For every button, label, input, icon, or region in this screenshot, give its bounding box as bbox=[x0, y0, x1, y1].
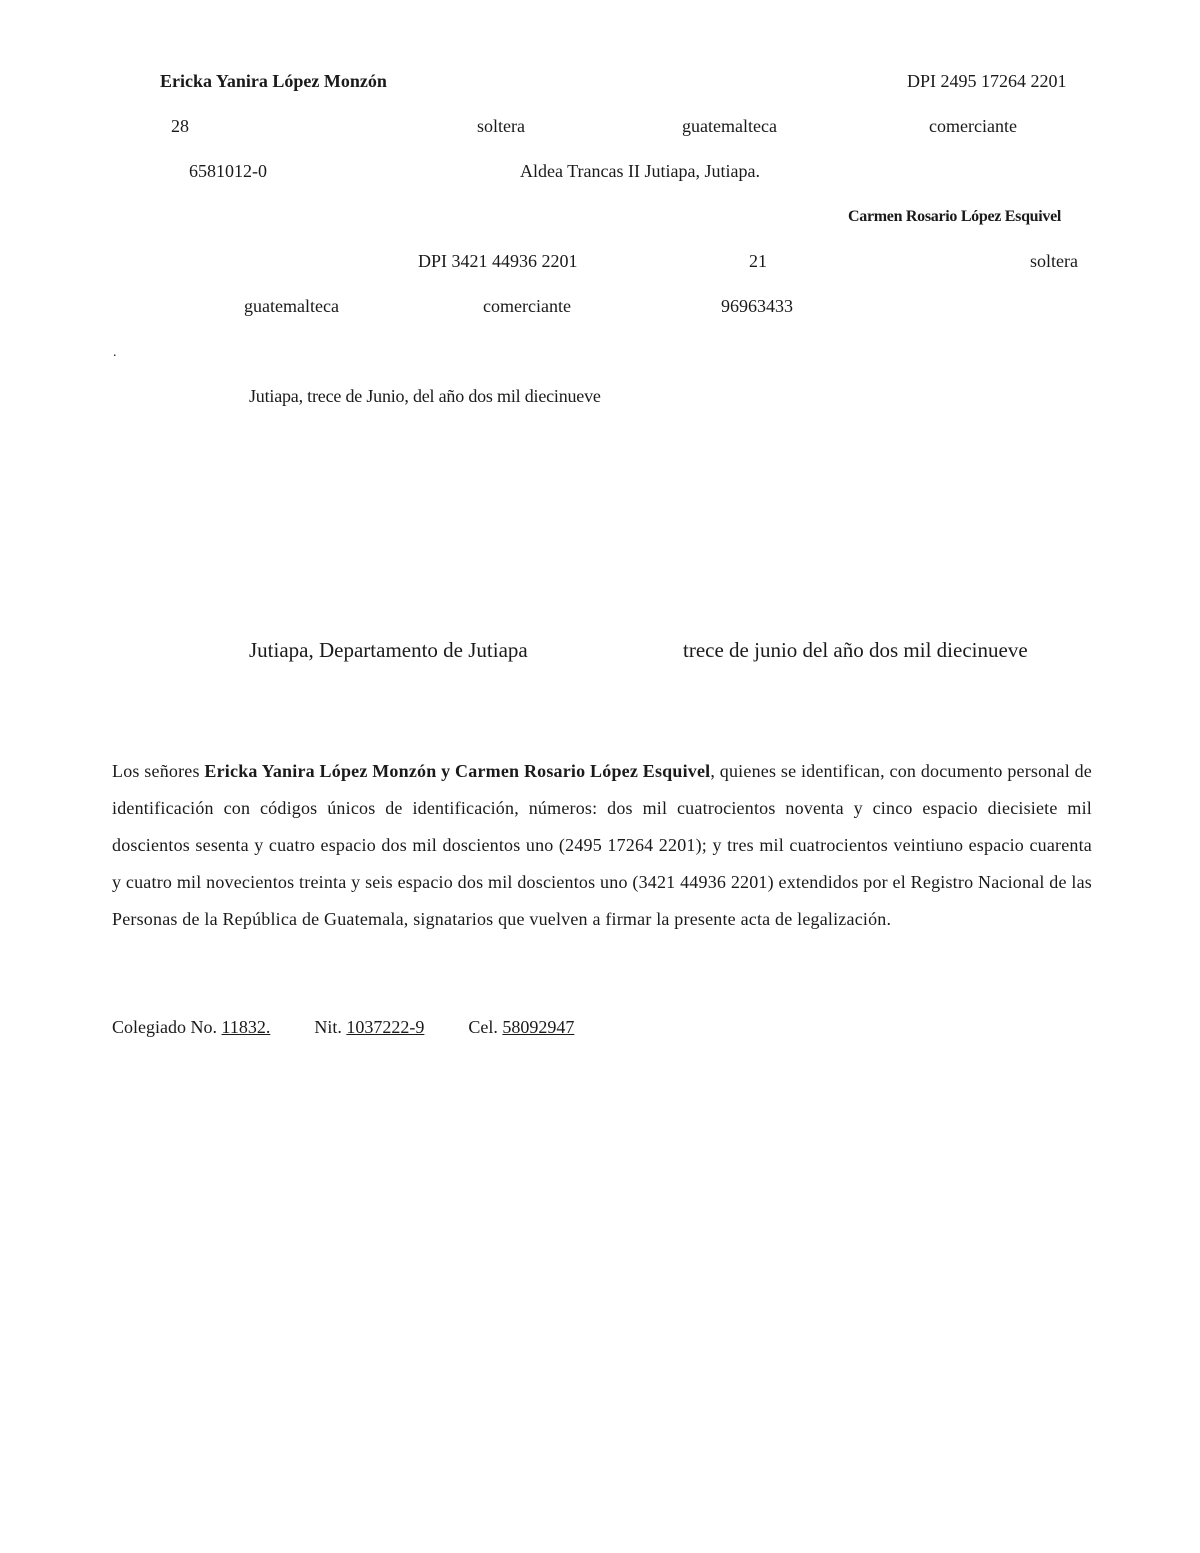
person2-nationality: guatemalteca bbox=[244, 296, 339, 316]
person2-phone: 96963433 bbox=[721, 296, 793, 316]
date-line: Jutiapa, trece de Junio, del año dos mil diecinueve bbox=[249, 386, 601, 406]
paragraph-intro: Los señores bbox=[112, 761, 205, 781]
header-date: trece de junio del año dos mil diecinueve bbox=[683, 638, 1028, 662]
legalization-paragraph bbox=[112, 753, 1092, 938]
notary-footer bbox=[112, 1015, 574, 1039]
person2-civil-status: soltera bbox=[1030, 251, 1078, 271]
paragraph-body: , quienes se identifican, con documento personal de identificación con códigos únicos de identificación, números: dos mil cuatrocientos noventa y cinco espacio diecisiete mil doscientos sesenta y cuatro espacio dos mil doscientos uno (2495 17264 2201); y tres mil cuatrocientos veintiuno espacio cuarenta y cuatro mil novecientos treinta y seis espacio dos mil doscientos uno (3421 44936 2201) extendidos por el Registro Nacional de las Personas de la República de Guatemala, signatarios que vuelven a firmar la presente acta de legalización. bbox=[112, 761, 1092, 929]
person2-name: Carmen Rosario López Esquivel bbox=[848, 208, 1062, 225]
paragraph-names: Ericka Yanira López Monzón y Carmen Rosario López Esquivel bbox=[204, 761, 711, 781]
person1-name: Ericka Yanira López Monzón bbox=[160, 71, 387, 91]
person1-occupation: comerciante bbox=[929, 116, 1017, 136]
person1-address: Aldea Trancas II Jutiapa, Jutiapa. bbox=[520, 161, 760, 181]
nit-label: Nit. bbox=[314, 1017, 347, 1037]
person1-dpi: DPI 2495 17264 2201 bbox=[907, 71, 1067, 91]
header-place: Jutiapa, Departamento de Jutiapa bbox=[249, 638, 528, 662]
person1-civil-status: soltera bbox=[477, 116, 525, 136]
person1-age: 28 bbox=[171, 116, 189, 136]
cel-value: 58092947 bbox=[502, 1017, 575, 1037]
person2-dpi: DPI 3421 44936 2201 bbox=[418, 251, 578, 271]
colegiado-label: Colegiado No. bbox=[112, 1017, 222, 1037]
stray-dot: . bbox=[113, 345, 117, 360]
cel-label: Cel. bbox=[468, 1017, 503, 1037]
colegiado-value: 11832. bbox=[221, 1017, 271, 1037]
nit-value: 1037222-9 bbox=[346, 1017, 425, 1037]
person2-occupation: comerciante bbox=[483, 296, 571, 316]
person2-age: 21 bbox=[749, 251, 767, 271]
person1-nationality: guatemalteca bbox=[682, 116, 777, 136]
person1-nit: 6581012-0 bbox=[189, 161, 267, 181]
